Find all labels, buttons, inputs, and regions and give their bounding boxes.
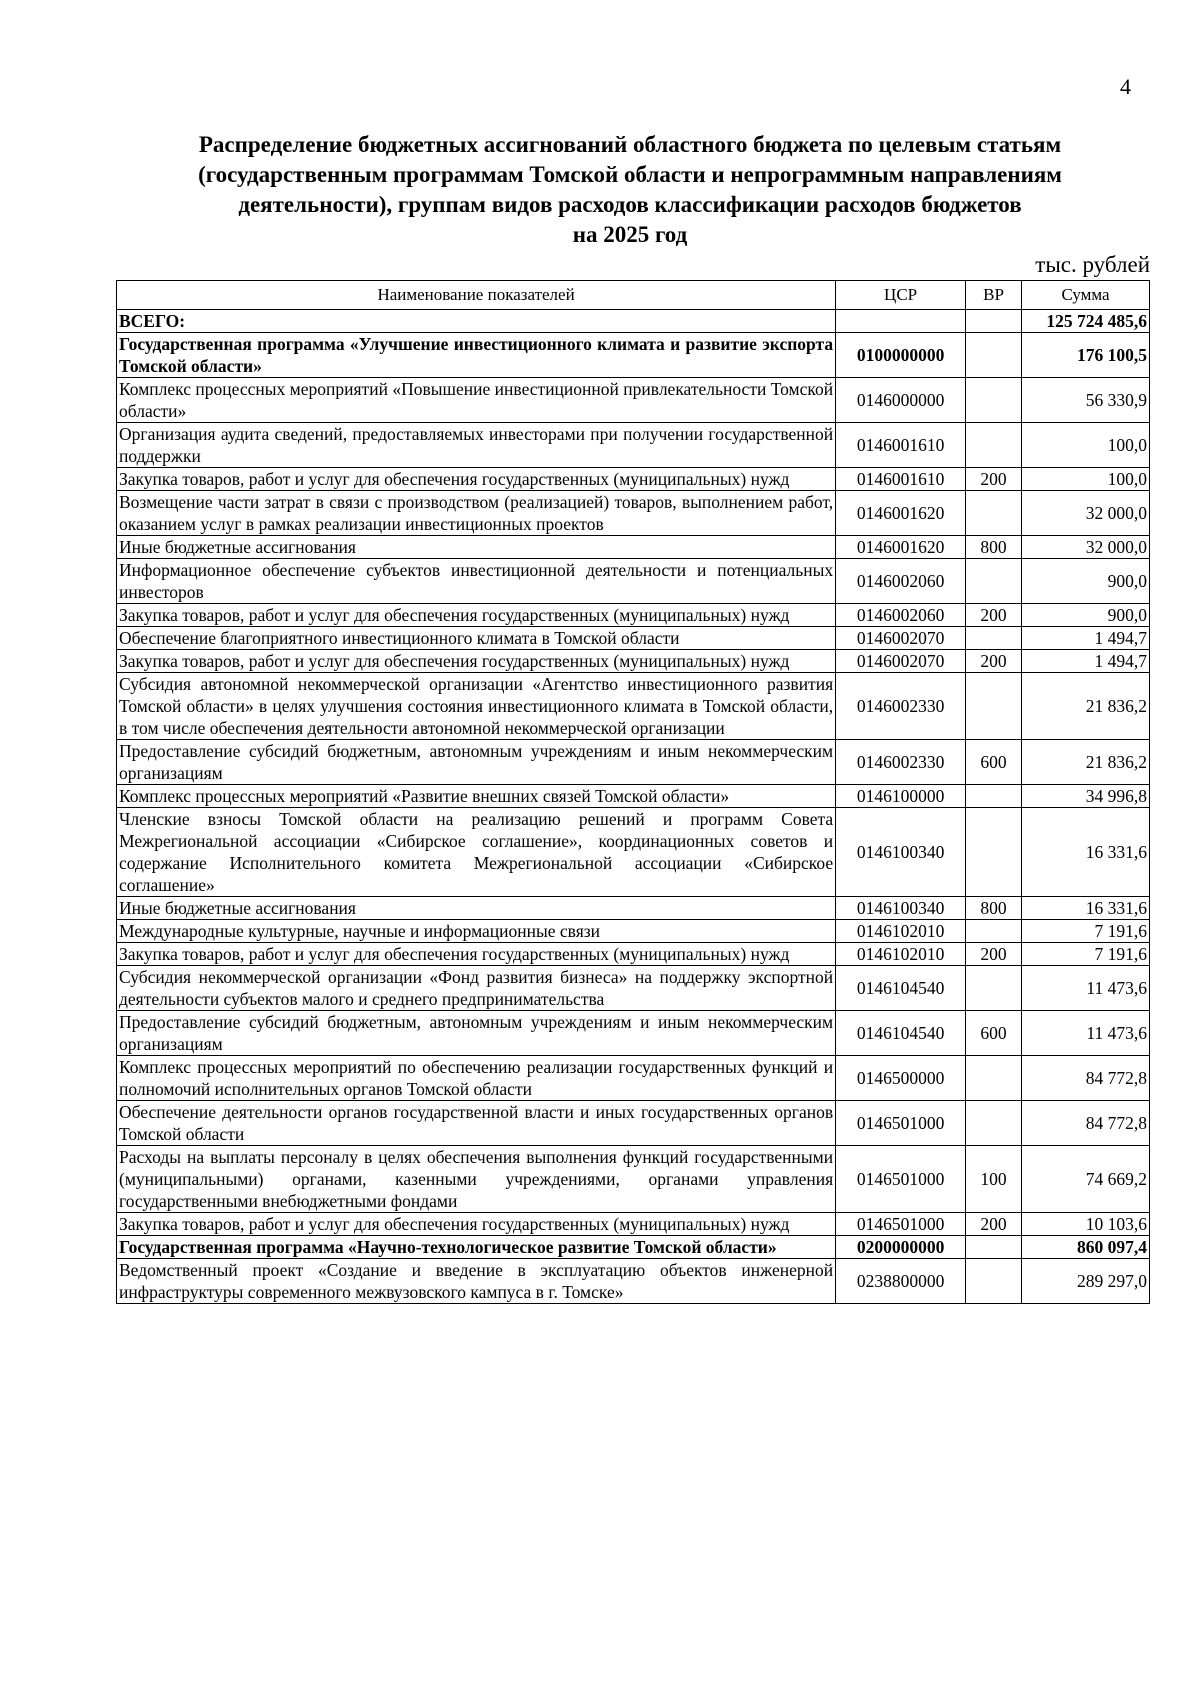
- cell-sum: 84 772,8: [1022, 1056, 1150, 1101]
- cell-name: ВСЕГО:: [117, 310, 836, 333]
- cell-sum: 34 996,8: [1022, 785, 1150, 808]
- table-row: [117, 333, 1150, 378]
- cell-name: Членские взносы Томской области на реализацию решений и программ Совета Межрегиональной ассоциации «Сибирское соглашение», координационных советов и содержание Исполнительного комитета Межрегиональной ассоциации «Сибирское соглашение»: [117, 808, 836, 897]
- document-title: [110, 130, 1150, 250]
- table-row: [117, 1011, 1150, 1056]
- cell-name: Закупка товаров, работ и услуг для обеспечения государственных (муниципальных) нужд: [117, 604, 836, 627]
- table-row: [117, 423, 1150, 468]
- table-row: [117, 740, 1150, 785]
- cell-vr: [966, 673, 1022, 740]
- cell-sum: 900,0: [1022, 604, 1150, 627]
- cell-name: Государственная программа «Научно-технологическое развитие Томской области»: [117, 1236, 836, 1259]
- cell-name: Обеспечение деятельности органов государственной власти и иных государственных органов Томской области: [117, 1101, 836, 1146]
- cell-name: Иные бюджетные ассигнования: [117, 536, 836, 559]
- cell-name: Субсидия автономной некоммерческой организации «Агентство инвестиционного развития Томской области» в целях улучшения состояния инвестиционного климата в Томской области, в том числе обеспечения деятельности автономной некоммерческой организации: [117, 673, 836, 740]
- table-row: [117, 1213, 1150, 1236]
- table-row: [117, 785, 1150, 808]
- cell-vr: 200: [966, 1213, 1022, 1236]
- cell-csr: 0146500000: [836, 1056, 966, 1101]
- cell-sum: 1 494,7: [1022, 627, 1150, 650]
- table-body: [117, 310, 1150, 1304]
- table-row: [117, 468, 1150, 491]
- cell-vr: [966, 1259, 1022, 1304]
- cell-csr: 0238800000: [836, 1259, 966, 1304]
- cell-sum: 900,0: [1022, 559, 1150, 604]
- table-row: [117, 966, 1150, 1011]
- cell-sum: 10 103,6: [1022, 1213, 1150, 1236]
- cell-sum: 21 836,2: [1022, 673, 1150, 740]
- cell-name: Возмещение части затрат в связи с производством (реализацией) товаров, выполнением работ, оказанием услуг в рамках реализации инвестиционных проектов: [117, 491, 836, 536]
- cell-csr: 0146001610: [836, 423, 966, 468]
- table-row: [117, 559, 1150, 604]
- table-row: [117, 650, 1150, 673]
- cell-vr: 100: [966, 1146, 1022, 1213]
- cell-csr: 0146001620: [836, 536, 966, 559]
- cell-name: Информационное обеспечение субъектов инвестиционной деятельности и потенциальных инвесторов: [117, 559, 836, 604]
- cell-name: Обеспечение благоприятного инвестиционного климата в Томской области: [117, 627, 836, 650]
- title-line: деятельности), группам видов расходов классификации расходов бюджетов: [238, 192, 1022, 217]
- table-row: [117, 808, 1150, 897]
- cell-csr: 0146501000: [836, 1101, 966, 1146]
- table-row: [117, 378, 1150, 423]
- table-row: [117, 1101, 1150, 1146]
- cell-vr: 200: [966, 650, 1022, 673]
- cell-sum: 16 331,6: [1022, 808, 1150, 897]
- cell-sum: 32 000,0: [1022, 536, 1150, 559]
- cell-vr: 600: [966, 1011, 1022, 1056]
- header-name: Наименование показателей: [117, 281, 836, 310]
- cell-vr: [966, 1236, 1022, 1259]
- cell-csr: 0146002070: [836, 627, 966, 650]
- cell-sum: 860 097,4: [1022, 1236, 1150, 1259]
- cell-name: Комплекс процессных мероприятий «Развитие внешних связей Томской области»: [117, 785, 836, 808]
- cell-vr: [966, 559, 1022, 604]
- cell-sum: 56 330,9: [1022, 378, 1150, 423]
- title-line: Распределение бюджетных ассигнований областного бюджета по целевым статьям: [198, 132, 1062, 157]
- table-row: [117, 1056, 1150, 1101]
- table-row: [117, 673, 1150, 740]
- cell-sum: 100,0: [1022, 423, 1150, 468]
- cell-sum: 100,0: [1022, 468, 1150, 491]
- cell-name: Организация аудита сведений, предоставляемых инвесторами при получении государственной поддержки: [117, 423, 836, 468]
- table-row: [117, 943, 1150, 966]
- table-row: [117, 604, 1150, 627]
- cell-name: Комплекс процессных мероприятий «Повышение инвестиционной привлекательности Томской области»: [117, 378, 836, 423]
- cell-vr: 800: [966, 536, 1022, 559]
- cell-csr: 0146002330: [836, 673, 966, 740]
- title-line: на 2025 год: [572, 222, 688, 247]
- cell-name: Закупка товаров, работ и услуг для обеспечения государственных (муниципальных) нужд: [117, 943, 836, 966]
- cell-vr: [966, 808, 1022, 897]
- cell-csr: 0146000000: [836, 378, 966, 423]
- cell-sum: 1 494,7: [1022, 650, 1150, 673]
- cell-sum: 11 473,6: [1022, 966, 1150, 1011]
- cell-csr: 0100000000: [836, 333, 966, 378]
- cell-vr: [966, 333, 1022, 378]
- cell-csr: 0146104540: [836, 966, 966, 1011]
- cell-csr: 0146501000: [836, 1213, 966, 1236]
- cell-csr: 0146100340: [836, 808, 966, 897]
- cell-name: Предоставление субсидий бюджетным, автономным учреждениям и иным некоммерческим организациям: [117, 740, 836, 785]
- cell-name: Иные бюджетные ассигнования: [117, 897, 836, 920]
- cell-sum: 7 191,6: [1022, 943, 1150, 966]
- cell-csr: 0146002330: [836, 740, 966, 785]
- header-csr: ЦСР: [836, 281, 966, 310]
- cell-csr: 0146104540: [836, 1011, 966, 1056]
- header-sum: Сумма: [1022, 281, 1150, 310]
- cell-sum: 125 724 485,6: [1022, 310, 1150, 333]
- cell-name: Закупка товаров, работ и услуг для обеспечения государственных (муниципальных) нужд: [117, 650, 836, 673]
- table-header-row: [117, 281, 1150, 310]
- cell-csr: 0146100000: [836, 785, 966, 808]
- cell-csr: 0146102010: [836, 920, 966, 943]
- cell-vr: 200: [966, 943, 1022, 966]
- cell-sum: 32 000,0: [1022, 491, 1150, 536]
- cell-csr: 0146002060: [836, 559, 966, 604]
- cell-sum: 21 836,2: [1022, 740, 1150, 785]
- cell-name: Закупка товаров, работ и услуг для обеспечения государственных (муниципальных) нужд: [117, 468, 836, 491]
- table-row: [117, 536, 1150, 559]
- cell-vr: 200: [966, 468, 1022, 491]
- cell-name: Комплекс процессных мероприятий по обеспечению реализации государственных функций и полномочий исполнительных органов Томской области: [117, 1056, 836, 1101]
- cell-name: Ведомственный проект «Создание и введение в эксплуатацию объектов инженерной инфраструктуры современного межвузовского кампуса в г. Томске»: [117, 1259, 836, 1304]
- cell-vr: 600: [966, 740, 1022, 785]
- cell-vr: [966, 491, 1022, 536]
- cell-vr: [966, 1056, 1022, 1101]
- cell-sum: 11 473,6: [1022, 1011, 1150, 1056]
- header-vr: ВР: [966, 281, 1022, 310]
- cell-csr: [836, 310, 966, 333]
- cell-vr: [966, 378, 1022, 423]
- cell-sum: 74 669,2: [1022, 1146, 1150, 1213]
- cell-vr: [966, 966, 1022, 1011]
- cell-csr: 0146100340: [836, 897, 966, 920]
- table-row: [117, 491, 1150, 536]
- table-row: [117, 1236, 1150, 1259]
- cell-vr: [966, 785, 1022, 808]
- cell-vr: [966, 310, 1022, 333]
- page-number: 4: [1120, 74, 1131, 99]
- cell-vr: [966, 423, 1022, 468]
- cell-name: Международные культурные, научные и информационные связи: [117, 920, 836, 943]
- cell-name: Закупка товаров, работ и услуг для обеспечения государственных (муниципальных) нужд: [117, 1213, 836, 1236]
- budget-table: [116, 280, 1150, 1304]
- cell-csr: 0146002070: [836, 650, 966, 673]
- cell-vr: [966, 1101, 1022, 1146]
- cell-csr: 0146501000: [836, 1146, 966, 1213]
- cell-csr: 0146001620: [836, 491, 966, 536]
- cell-vr: 200: [966, 604, 1022, 627]
- table-row: [117, 627, 1150, 650]
- cell-csr: 0146002060: [836, 604, 966, 627]
- cell-vr: [966, 627, 1022, 650]
- cell-csr: 0200000000: [836, 1236, 966, 1259]
- cell-name: Расходы на выплаты персоналу в целях обеспечения выполнения функций государственными (муниципальными) органами, казенными учреждениями, органами управления государственными внебюджетными фондами: [117, 1146, 836, 1213]
- cell-vr: [966, 920, 1022, 943]
- cell-sum: 84 772,8: [1022, 1101, 1150, 1146]
- table-row: [117, 920, 1150, 943]
- cell-csr: 0146001610: [836, 468, 966, 491]
- table-row: [117, 310, 1150, 333]
- cell-csr: 0146102010: [836, 943, 966, 966]
- cell-name: Субсидия некоммерческой организации «Фонд развития бизнеса» на поддержку экспортной деятельности субъектов малого и среднего предпринимательства: [117, 966, 836, 1011]
- cell-name: Государственная программа «Улучшение инвестиционного климата и развитие экспорта Томской области»: [117, 333, 836, 378]
- title-line: (государственным программам Томской области и непрограммным направлениям: [198, 162, 1062, 187]
- cell-sum: 16 331,6: [1022, 897, 1150, 920]
- cell-sum: 176 100,5: [1022, 333, 1150, 378]
- table-row: [117, 897, 1150, 920]
- cell-name: Предоставление субсидий бюджетным, автономным учреждениям и иным некоммерческим организациям: [117, 1011, 836, 1056]
- cell-sum: 7 191,6: [1022, 920, 1150, 943]
- table-row: [117, 1259, 1150, 1304]
- units-label: тыс. рублей: [1035, 252, 1150, 277]
- cell-sum: 289 297,0: [1022, 1259, 1150, 1304]
- cell-vr: 800: [966, 897, 1022, 920]
- table-row: [117, 1146, 1150, 1213]
